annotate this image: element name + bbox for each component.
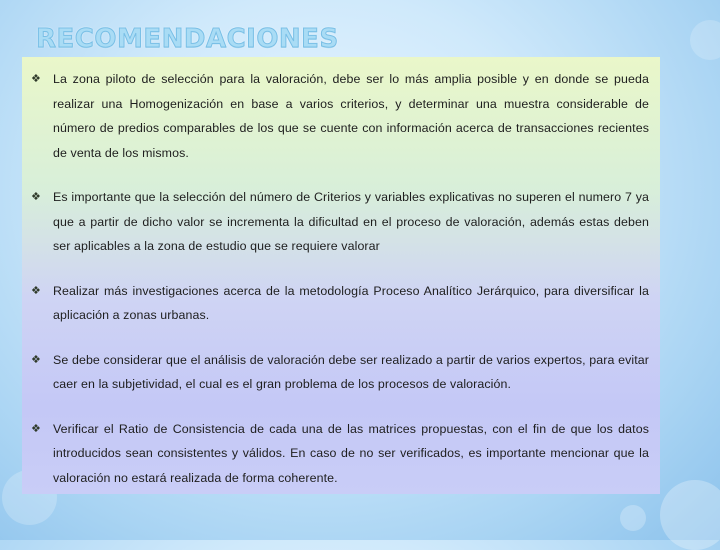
list-item	[31, 348, 649, 397]
decorative-bubble	[690, 20, 720, 60]
list-item	[31, 417, 649, 491]
list-item	[31, 67, 649, 165]
list-item-text: Es importante que la selección del número de Criterios y variables explicativas no superen el numero 7 ya que a partir de dicho valor se incrementa la dificultad en el proceso de valoración, además estas deben ser aplicables a la zona de estudio que se requiere valorar	[53, 190, 649, 253]
list-item	[31, 279, 649, 328]
diamond-bullet-icon: ❖	[31, 190, 41, 203]
diamond-bullet-icon: ❖	[31, 421, 41, 435]
recommendations-panel	[22, 57, 660, 494]
diamond-bullet-icon: ❖	[31, 283, 41, 297]
decorative-bubble	[620, 505, 646, 531]
slide-title: RECOMENDACIONES	[36, 24, 339, 54]
list-item-text: La zona piloto de selección para la valoración, debe ser lo más amplia posible y en donde se pueda realizar una Homogenización en base a varios criterios, y determinar una muestra considerable de número de predios comparables de los que se cuente con información acerca de transacciones recientes de venta de los mismos.	[53, 72, 649, 160]
diamond-bullet-icon: ❖	[31, 72, 41, 85]
list-item-text: Realizar más investigaciones acerca de la metodología Proceso Analítico Jerárquico, para diversificar la aplicación a zonas urbanas.	[53, 283, 649, 322]
diamond-bullet-icon: ❖	[31, 352, 41, 366]
list-item-text: Verificar el Ratio de Consistencia de cada una de las matrices propuestas, con el fin de que los datos introducidos sean consistentes y válidos. En caso de no ser verificados, es importante mencionar que la valoración no estará realizada de forma coherente.	[53, 421, 649, 485]
list-item	[31, 185, 649, 259]
list-item-text: Se debe considerar que el análisis de valoración debe ser realizado a partir de varios expertos, para evitar caer en la subjetividad, el cual es el gran problema de los procesos de valoración.	[53, 352, 649, 391]
